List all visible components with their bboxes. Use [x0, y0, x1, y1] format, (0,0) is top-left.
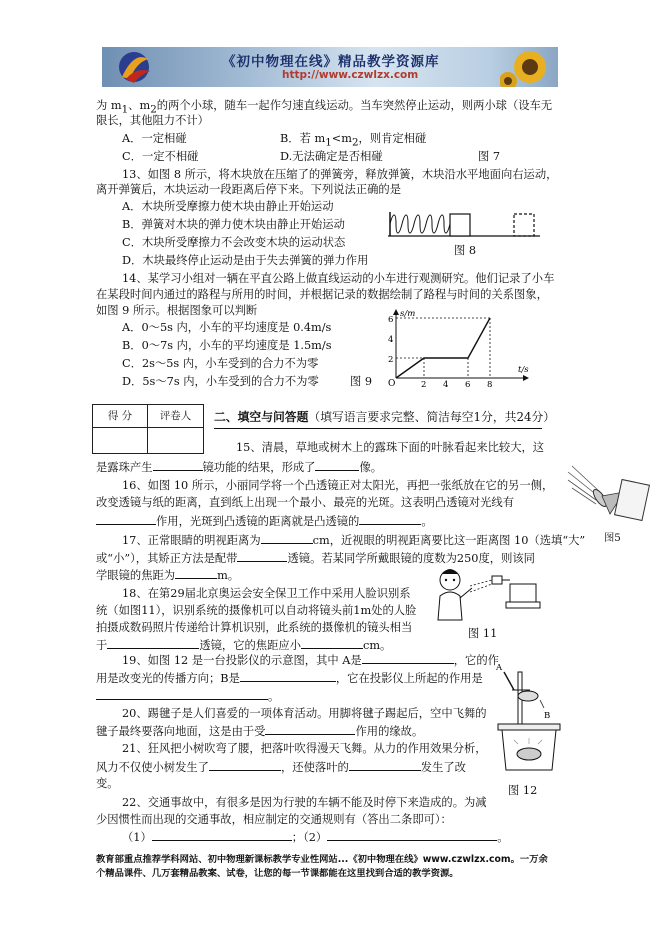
q13-option-c: C．木块所受摩擦力不会改变木块的运动状态	[122, 236, 346, 249]
score-table	[92, 404, 204, 454]
q22-answer-line: （1） ；（2） 。	[122, 831, 509, 844]
y-tick-label: 2	[388, 355, 394, 365]
q21-stem-line-2: 风力不仅使小树发生了 ，还使落叶的 发生了改	[96, 761, 466, 774]
q12-stem-line-2: 限长，其他阻力不计）	[96, 114, 209, 127]
spring-block-figure	[384, 200, 544, 242]
answer-blank[interactable]	[349, 759, 421, 771]
q14-stem-line-2: 在某段时间内通过的路程与所用的时间，并根据记录的数据绘制了路程与时间的关系图象，	[96, 288, 548, 301]
q12-stem-line-1: 为 $m_1$、$m_2$的两个小球，随车一起作匀速直线运动。当车突然停止运动，则两小球（设车无	[96, 99, 553, 116]
y-axis-label: s/m	[400, 309, 416, 319]
q12-option-b: B．若 $m_1<m_2$，则肯定相碰	[280, 132, 427, 149]
q17-stem-line-2: 或“小”），其矫正方法是配带 透镜。若某同学所戴眼镜的度数为250度，则该同	[96, 552, 535, 565]
section-title: 二、填空与问答题（填写语言要求完整、简洁每空1分，共24分）	[214, 410, 556, 424]
q19-figure-label: 图 12	[508, 784, 538, 797]
answer-blank[interactable]	[152, 829, 292, 841]
q19-stem-line-2: 用是改变光的传播方向；B是 ，它在投影仪上所起的作用是	[96, 672, 483, 685]
answer-blank[interactable]	[327, 829, 497, 841]
q13-option-d: D．木块最终停止运动是由于失去弹簧的弹力作用	[122, 254, 369, 267]
x-tick-label: 2	[421, 380, 427, 388]
sunflower-icon	[500, 47, 558, 87]
q18-stem-line-4: 于 透镜，它的焦距应小 cm。	[96, 639, 392, 652]
q21-stem-line-1: 21、狂风把小树吹弯了腰，把落叶吹得漫天飞舞。从力的作用效果分析，	[122, 742, 487, 755]
projector-label-b: B	[544, 711, 551, 721]
q13-figure-label: 图 8	[454, 244, 477, 257]
q14-option-c: C．2s～5s 内，小车受到的合力不为零	[122, 357, 319, 370]
q16-stem-line-1: 16、如图 10 所示，小丽同学将一个凸透镜正对太阳光，再把一张纸放在它的另一侧，	[122, 479, 554, 492]
table-divider	[147, 427, 148, 453]
answer-blank[interactable]	[96, 688, 268, 700]
grader-label: 评卷人	[148, 405, 203, 428]
answer-blank[interactable]	[175, 567, 217, 579]
answer-blank[interactable]	[301, 637, 363, 649]
y-tick-label: 4	[388, 335, 394, 345]
q13-option-a: A．木块所受摩擦力使木块由静止开始运动	[122, 200, 334, 213]
q13-stem-line-2: 离开弹簧后，木块运动一段距离后停下来。下列说法正确的是	[96, 183, 402, 196]
q18-stem-line-3: 拍摄成数码照片传递给计算机识别，此系统的摄像机的镜头相当	[96, 621, 413, 634]
answer-blank[interactable]	[209, 759, 281, 771]
q20-stem-line-1: 20、踢毽子是人们喜爱的一项体育活动。用脚将毽子踢起后，空中飞舞的	[122, 707, 487, 720]
q16-stem-line-3: 作用，光斑到凸透镜的距离就是凸透镜的 。	[96, 513, 433, 529]
x-tick-label: 6	[465, 380, 471, 388]
q19-stem-line-3: 。	[96, 688, 279, 704]
q20-stem-line-2: 毽子最终要落向地面，这是由于受 作用的缘故。	[96, 725, 424, 738]
q19-stem-line-1: 19、如图 12 是一台投影仪的示意图，其中 A是 ，它的作	[122, 654, 499, 667]
answer-blank[interactable]	[240, 670, 336, 682]
q17-stem-line-3: 学眼镜的焦距为 m。	[96, 569, 240, 582]
q12-option-d: D.无法确定是否相碰	[280, 150, 383, 163]
q12-figure-label: 图 7	[478, 150, 501, 163]
site-url[interactable]: http://www.czwlzx.com	[282, 69, 419, 81]
site-logo-icon	[112, 49, 156, 85]
y-tick-label: 6	[388, 315, 394, 325]
answer-blank[interactable]	[237, 550, 287, 562]
q13-option-b: B．弹簧对木块的弹力使木块由静止开始运动	[122, 218, 345, 231]
origin-label: O	[388, 379, 396, 388]
x-tick-label: 4	[443, 380, 449, 388]
q14-stem-line-1: 14、某学习小组对一辆在平直公路上做直线运动的小车进行观测研究。他们记录了小车	[122, 272, 555, 285]
q13-stem-line-1: 13、如图 8 所示，将木块放在压缩了的弹簧旁，释放弹簧，木块沿水平地面向右运动，	[122, 168, 558, 181]
q12-option-a: A．一定相碰	[122, 132, 187, 145]
lens-sunlight-figure	[566, 462, 652, 532]
q22-stem-line-2: 少因惯性而出现的交通事故，相应制定的交通规则有（答出二条即可）：	[96, 813, 452, 826]
answer-blank[interactable]	[359, 513, 421, 525]
q14-option-a: A．0～5s 内，小车的平均速度是 0.4m/s	[122, 321, 332, 334]
answer-blank[interactable]	[96, 513, 156, 525]
q18-stem-line-1: 18、在第29届北京奥运会安全保卫工作中采用人脸识别系	[122, 587, 411, 600]
projector-figure	[492, 660, 566, 780]
q17-stem-line-1: 17、正常眼睛的明视距离为 cm，近视眼的明视距离要比这一距离图 10（选填“大”	[122, 534, 586, 547]
footer-line-2: 个精品课件、几万套精品教案、试卷，让您的每一节课都能在这里找到合适的教学资源。	[96, 868, 459, 879]
answer-blank[interactable]	[362, 652, 454, 664]
answer-blank[interactable]	[265, 723, 355, 735]
projector-label-a: A	[496, 663, 503, 673]
q14-option-b: B．0～7s 内，小车的平均速度是 1.5m/s	[122, 339, 332, 352]
answer-blank[interactable]	[107, 637, 199, 649]
q15-stem-line-2: 是露珠产生 镜功能的结果，形成了 像。	[96, 461, 383, 474]
x-axis-label: t/s	[518, 365, 529, 375]
q17-figure-ref: 图 10	[499, 534, 529, 547]
q15-stem-line-1: 15、清晨，草地或树木上的露珠下面的叶脉看起来比较大，这	[236, 441, 545, 454]
q16-figure-label: 图5	[604, 532, 621, 544]
header-banner	[102, 47, 558, 87]
q21-stem-line-3: 变。	[96, 777, 119, 790]
q18-figure-label: 图 11	[468, 627, 498, 640]
answer-blank[interactable]	[261, 532, 313, 544]
face-recognition-figure	[430, 566, 550, 626]
q12-option-c: C．一定不相碰	[122, 150, 199, 163]
section-underline	[214, 428, 542, 429]
q14-figure-label: 图 9	[350, 375, 373, 388]
answer-blank[interactable]	[153, 459, 203, 471]
x-tick-label: 8	[487, 380, 493, 388]
q16-stem-line-2: 改变透镜与纸的距离，直到纸上出现一个最小、最亮的光斑。这表明凸透镜对光线有	[96, 496, 514, 509]
site-title: 《初中物理在线》精品教学资源库	[222, 54, 440, 70]
footer-line-1: 教育部重点推荐学科网站、初中物理新课标教学专业性网站...《初中物理在线》www.czwlzx.com。一万余	[96, 854, 548, 865]
score-label: 得 分	[93, 405, 148, 428]
q18-stem-line-2: 统（如图11），识别系统的摄像机可以自动将镜头前1m处的人脸	[96, 604, 417, 617]
q14-stem-line-3: 如图 9 所示。根据图象可以判断	[96, 304, 258, 317]
q22-stem-line-1: 22、交通事故中，有很多是因为行驶的车辆不能及时停下来造成的。为减	[122, 796, 487, 809]
answer-blank[interactable]	[315, 459, 359, 471]
distance-time-graph	[378, 306, 538, 388]
q14-option-d: D．5s～7s 内，小车受到的合力不为零	[122, 375, 319, 388]
